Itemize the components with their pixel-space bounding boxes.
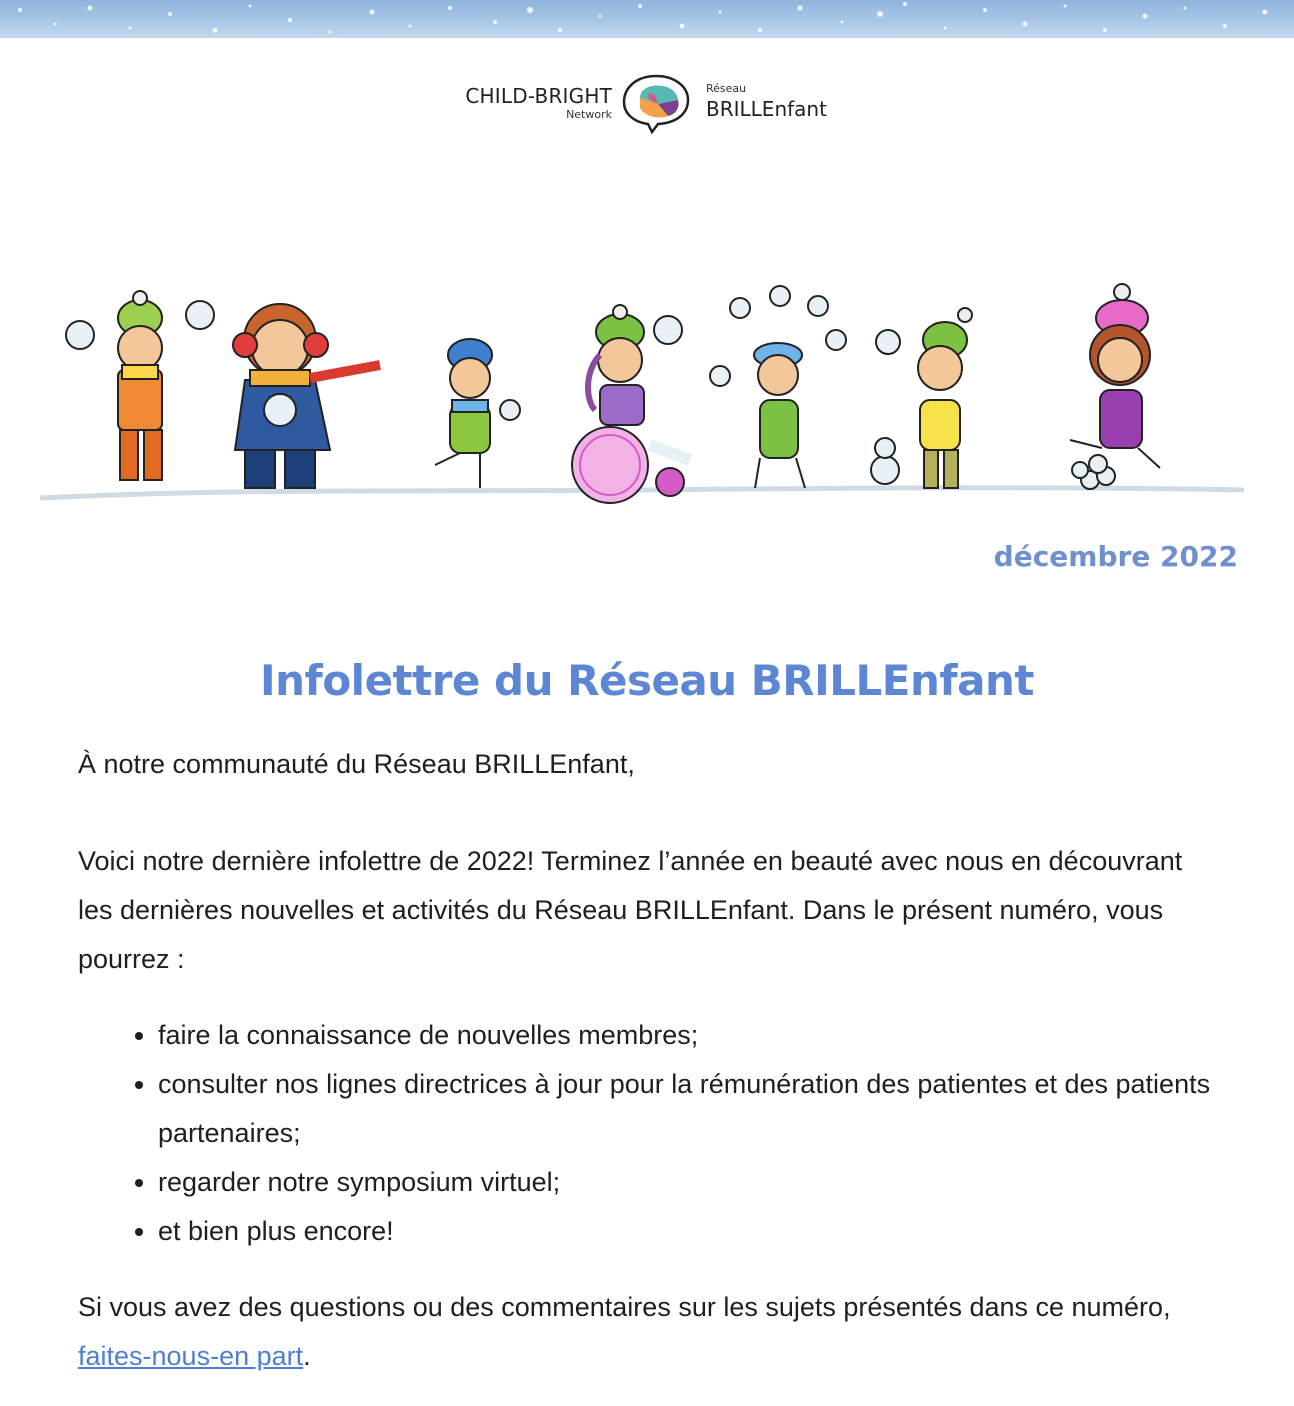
brain-speech-bubble-icon (618, 70, 694, 141)
greeting-text: À notre communauté du Réseau BRILLEnfant, (78, 749, 635, 779)
child-bright-logo (444, 70, 844, 140)
newsletter-title: Infolettre du Réseau BRILLEnfant (260, 656, 1034, 706)
issue-date: décembre 2022 (993, 540, 1238, 573)
winter-children-illustration (40, 260, 1244, 510)
contact-link[interactable]: faites-nous-en part (78, 1341, 304, 1371)
snow-banner (0, 0, 1294, 38)
logo-left-sub: Network (566, 108, 612, 121)
list-item: • regarder notre symposium virtuel; (158, 1158, 1218, 1207)
highlights-list (78, 1011, 1218, 1256)
logo-right-name: BRILLEnfant (706, 97, 827, 121)
intro-paragraph: Voici notre dernière infolettre de 2022! Terminez l’année en beauté avec nous en découvrant les dernières nouvelles et activités du Réseau BRILLEnfant. Dans le présent numéro, vous pourrez : (78, 846, 1183, 974)
snowflakes-decoration (0, 0, 1294, 38)
logo-right-sup: Réseau (706, 82, 747, 95)
child-3 (435, 339, 520, 488)
list-item: • consulter nos lignes directrices à jour pour la rémunération des patientes et des patients partenaires; (158, 1060, 1218, 1158)
child-2 (233, 304, 380, 488)
logo-english-wordmark (444, 84, 612, 122)
child-1 (66, 291, 214, 480)
child-4-wheelchair (572, 305, 690, 503)
newsletter-body (78, 740, 1218, 1381)
child-5 (710, 286, 846, 488)
child-7 (1070, 284, 1160, 489)
child-6 (871, 308, 972, 488)
list-item: • faire la connaissance de nouvelles membres; (158, 1011, 1218, 1060)
list-item: • et bien plus encore! (158, 1207, 1218, 1256)
logo-french-wordmark (706, 82, 827, 122)
logo-left-name: CHILD-BRIGHT (465, 84, 612, 108)
closing-paragraph (78, 1283, 1218, 1381)
closing-end: . (303, 1341, 311, 1371)
closing-text: Si vous avez des questions ou des commentaires sur les sujets présentés dans ce numéro, (78, 1292, 1171, 1322)
